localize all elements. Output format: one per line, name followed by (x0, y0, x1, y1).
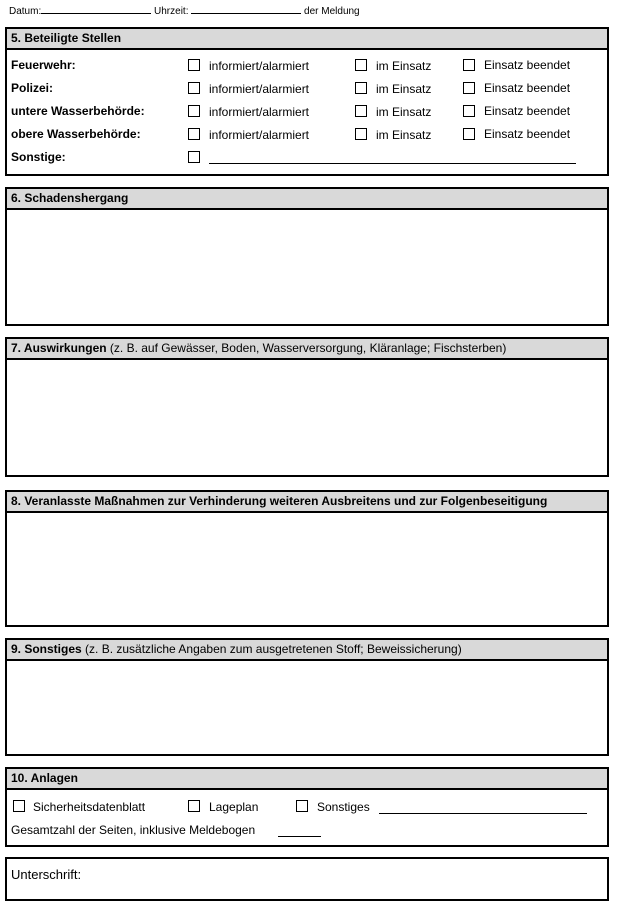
row-sonstige (7, 150, 607, 170)
section-5-title: 5. Beteiligte Stellen (11, 31, 122, 45)
section-9-title: 9. Sonstiges (11, 642, 82, 656)
datum-field[interactable] (41, 4, 151, 14)
option-label: im Einsatz (376, 59, 432, 73)
checkbox-lageplan[interactable] (188, 800, 200, 812)
checkbox-im-einsatz[interactable] (355, 59, 367, 71)
checkbox-informiert[interactable] (188, 59, 200, 71)
section-8-title: 8. Veranlasste Maßnahmen zur Verhinderung weiteren Ausbreitens und zur Folgenbeseitigung (11, 494, 548, 508)
meldung-suffix: der Meldung (304, 6, 360, 17)
option-label: Einsatz beendet (484, 58, 571, 72)
checkbox-informiert[interactable] (188, 82, 200, 94)
uhrzeit-field[interactable] (191, 4, 301, 14)
section-anlagen (5, 767, 609, 847)
option-label: im Einsatz (376, 128, 432, 142)
checkbox-einsatz-beendet[interactable] (463, 105, 475, 117)
option-label: Einsatz beendet (484, 81, 571, 95)
option-label: informiert/alarmiert (209, 105, 310, 119)
signature-label: Unterschrift: (11, 867, 82, 882)
checkbox-informiert[interactable] (188, 128, 200, 140)
datum-label: Datum: (9, 6, 42, 17)
total-pages-label: Gesamtzahl der Seiten, inklusive Meldebogen (11, 823, 256, 837)
row-label: untere Wasserbehörde: (11, 104, 145, 118)
row-untere-wasserbehoerde (7, 104, 607, 124)
checkbox-im-einsatz[interactable] (355, 82, 367, 94)
section-7-title: 7. Auswirkungen (11, 341, 107, 355)
section-sonstiges (5, 638, 609, 756)
option-label: Einsatz beendet (484, 127, 571, 141)
section-10-title: 10. Anlagen (11, 771, 78, 785)
sonstiges-text-area[interactable] (7, 661, 607, 754)
anlagen-sonstiges-field[interactable] (379, 800, 587, 814)
section-9-title-bar (7, 640, 607, 661)
checkbox-informiert[interactable] (188, 105, 200, 117)
section-massnahmen (5, 490, 609, 627)
signature-box[interactable] (5, 857, 609, 901)
option-label: im Einsatz (376, 82, 432, 96)
row-label: Polizei: (11, 81, 54, 95)
row-label: Feuerwehr: (11, 58, 76, 72)
auswirkungen-text-area[interactable] (7, 360, 607, 475)
section-9-hint: (z. B. zusätzliche Angaben zum ausgetretenen Stoff; Beweissicherung) (85, 642, 462, 656)
option-label: informiert/alarmiert (209, 59, 310, 73)
checkbox-einsatz-beendet[interactable] (463, 82, 475, 94)
checkbox-im-einsatz[interactable] (355, 105, 367, 117)
checkbox-einsatz-beendet[interactable] (463, 128, 475, 140)
option-label: Sicherheitsdatenblatt (33, 800, 146, 814)
section-10-title-bar (7, 769, 607, 790)
checkbox-sonstige[interactable] (188, 151, 200, 163)
row-feuerwehr (7, 58, 607, 78)
checkbox-im-einsatz[interactable] (355, 128, 367, 140)
total-pages-field[interactable] (278, 823, 321, 837)
checkbox-sonstiges[interactable] (296, 800, 308, 812)
section-6-title: 6. Schadenshergang (11, 191, 129, 205)
row-obere-wasserbehoerde (7, 127, 607, 147)
row-polizei (7, 81, 607, 101)
option-label: Sonstiges (317, 800, 370, 814)
checkbox-sicherheitsdatenblatt[interactable] (13, 800, 25, 812)
section-schadenshergang (5, 187, 609, 326)
sonstige-text-field[interactable] (209, 150, 576, 164)
option-label: informiert/alarmiert (209, 82, 310, 96)
section-7-hint: (z. B. auf Gewässer, Boden, Wasserversorgung, Kläranlage; Fischsterben) (109, 341, 507, 355)
section-beteiligte-stellen (5, 27, 609, 176)
section-auswirkungen (5, 337, 609, 477)
row-label: obere Wasserbehörde: (11, 127, 141, 141)
uhrzeit-label: Uhrzeit: (154, 6, 189, 17)
schadenshergang-text-area[interactable] (7, 210, 607, 324)
section-6-title-bar (7, 189, 607, 210)
massnahmen-text-area[interactable] (7, 513, 607, 625)
section-5-title-bar (7, 29, 607, 50)
option-label: im Einsatz (376, 105, 432, 119)
section-7-title-bar (7, 339, 607, 360)
option-label: informiert/alarmiert (209, 128, 310, 142)
report-header (9, 4, 360, 17)
row-label: Sonstige: (11, 150, 66, 164)
checkbox-einsatz-beendet[interactable] (463, 59, 475, 71)
section-8-title-bar (7, 492, 607, 513)
option-label: Lageplan (209, 800, 259, 814)
option-label: Einsatz beendet (484, 104, 571, 118)
